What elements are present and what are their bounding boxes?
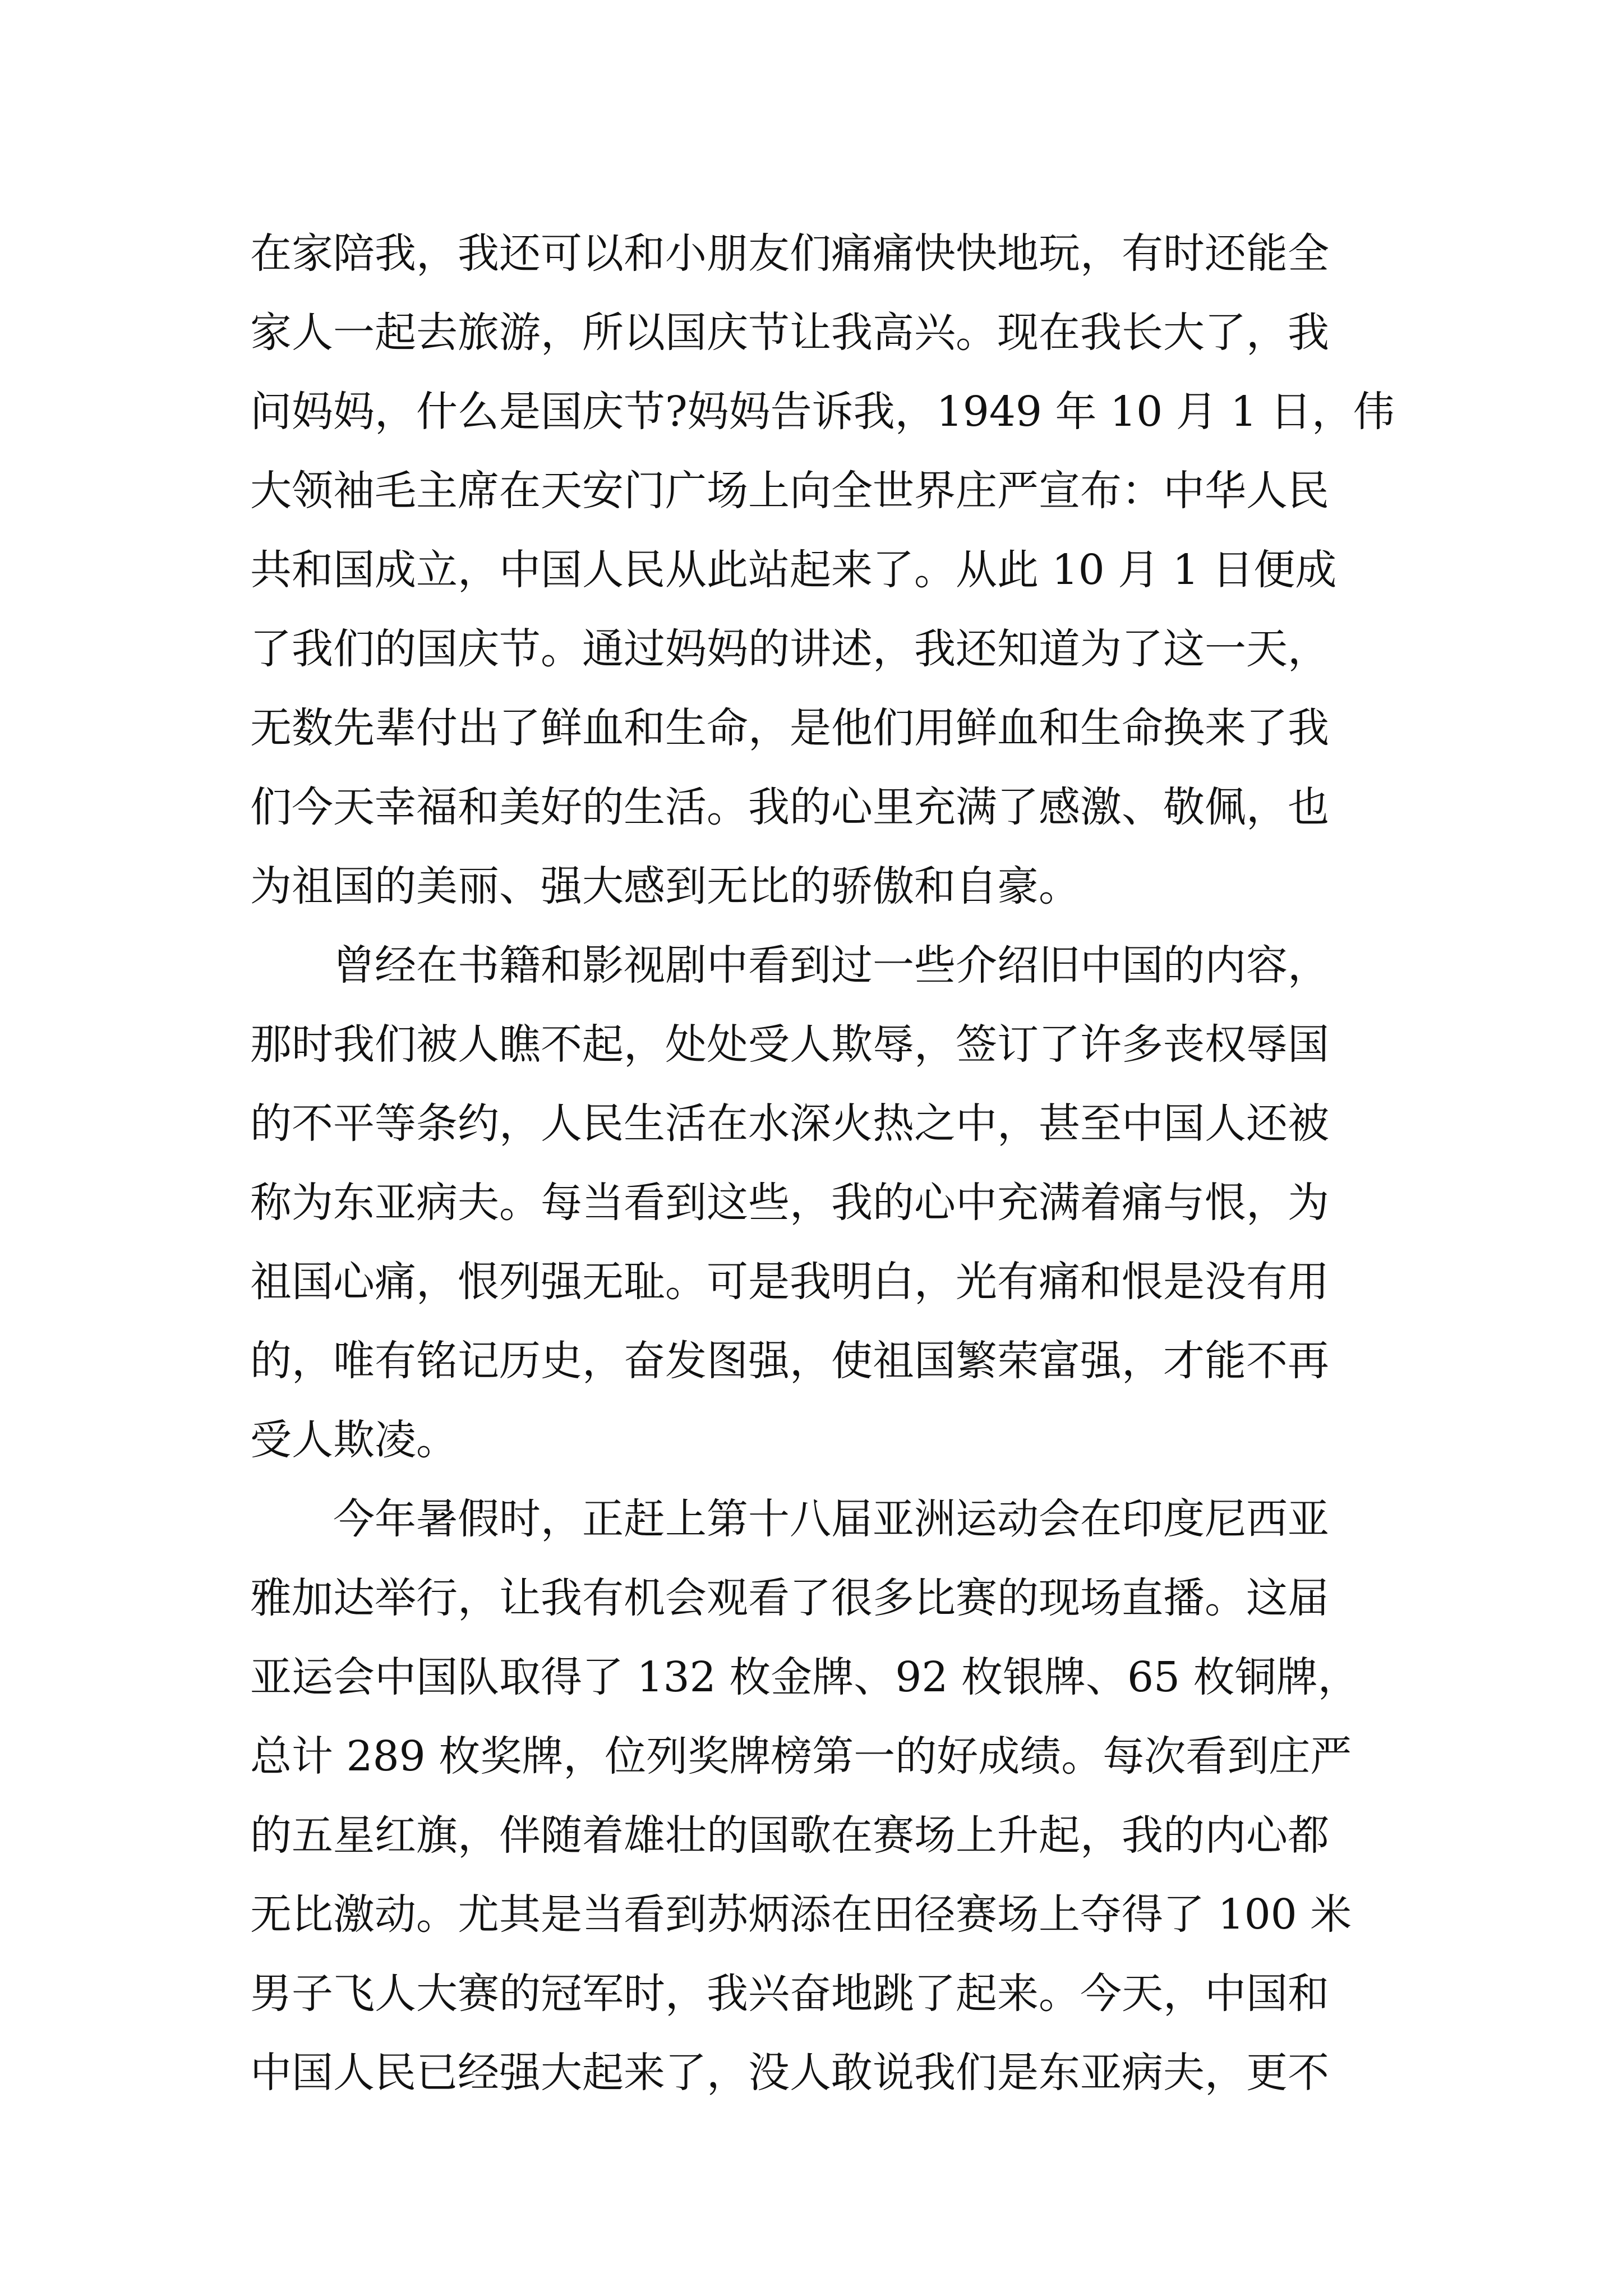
text-line: 总计 289 枚奖牌，位列奖牌榜第一的好成绩。每次看到庄严 [250, 1732, 1352, 1780]
text-line: 受人欺凌。 [250, 1416, 458, 1464]
text-line: 今年暑假时，正赶上第十八届亚洲运动会在印度尼西亚 [250, 1495, 1329, 1543]
text-line: 共和国成立，中国人民从此站起来了。从此 10 月 1 日便成 [250, 546, 1337, 594]
text-line: 在家陪我，我还可以和小朋友们痛痛快快地玩，有时还能全 [250, 229, 1329, 278]
text-line: 称为东亚病夫。每当看到这些，我的心中充满着痛与恨，为 [250, 1179, 1329, 1227]
text-line: 家人一起去旅游，所以国庆节让我高兴。现在我长大了，我 [250, 309, 1329, 357]
text-line: 无数先辈付出了鲜血和生命，是他们用鲜血和生命换来了我 [250, 704, 1329, 752]
text-line: 亚运会中国队取得了 132 枚金牌、92 枚银牌、65 枚铜牌， [250, 1653, 1359, 1701]
text-line: 的不平等条约，人民生活在水深火热之中，甚至中国人还被 [250, 1099, 1329, 1148]
text-line: 雅加达举行，让我有机会观看了很多比赛的现场直播。这届 [250, 1574, 1329, 1622]
text-line: 的五星红旗，伴随着雄壮的国歌在赛场上升起，我的内心都 [250, 1811, 1329, 1860]
text-line: 为祖国的美丽、强大感到无比的骄傲和自豪。 [250, 862, 1080, 910]
text-line: 的，唯有铭记历史，奋发图强，使祖国繁荣富强，才能不再 [250, 1337, 1329, 1385]
body-text [250, 214, 1405, 2113]
text-line: 中国人民已经强大起来了，没人敢说我们是东亚病夫，更不 [250, 2049, 1329, 2097]
text-line: 们今天幸福和美好的生活。我的心里充满了感激、敬佩，也 [250, 783, 1329, 831]
text-line: 男子飞人大赛的冠军时，我兴奋地跳了起来。今天，中国和 [250, 1970, 1329, 2018]
text-line: 那时我们被人瞧不起，处处受人欺辱，签订了许多丧权辱国 [250, 1020, 1329, 1069]
text-line: 祖国心痛，恨列强无耻。可是我明白，光有痛和恨是没有用 [250, 1258, 1329, 1306]
text-line: 了我们的国庆节。通过妈妈的讲述，我还知道为了这一天， [250, 625, 1329, 673]
text-line: 曾经在书籍和影视剧中看到过一些介绍旧中国的内容， [250, 941, 1329, 990]
text-line: 大领袖毛主席在天安门广场上向全世界庄严宣布：中华人民 [250, 467, 1329, 515]
text-line: 无比激动。尤其是当看到苏炳添在田径赛场上夺得了 100 米 [250, 1890, 1352, 1939]
text-line: 问妈妈，什么是国庆节?妈妈告诉我，1949 年 10 月 1 日，伟 [250, 388, 1395, 436]
